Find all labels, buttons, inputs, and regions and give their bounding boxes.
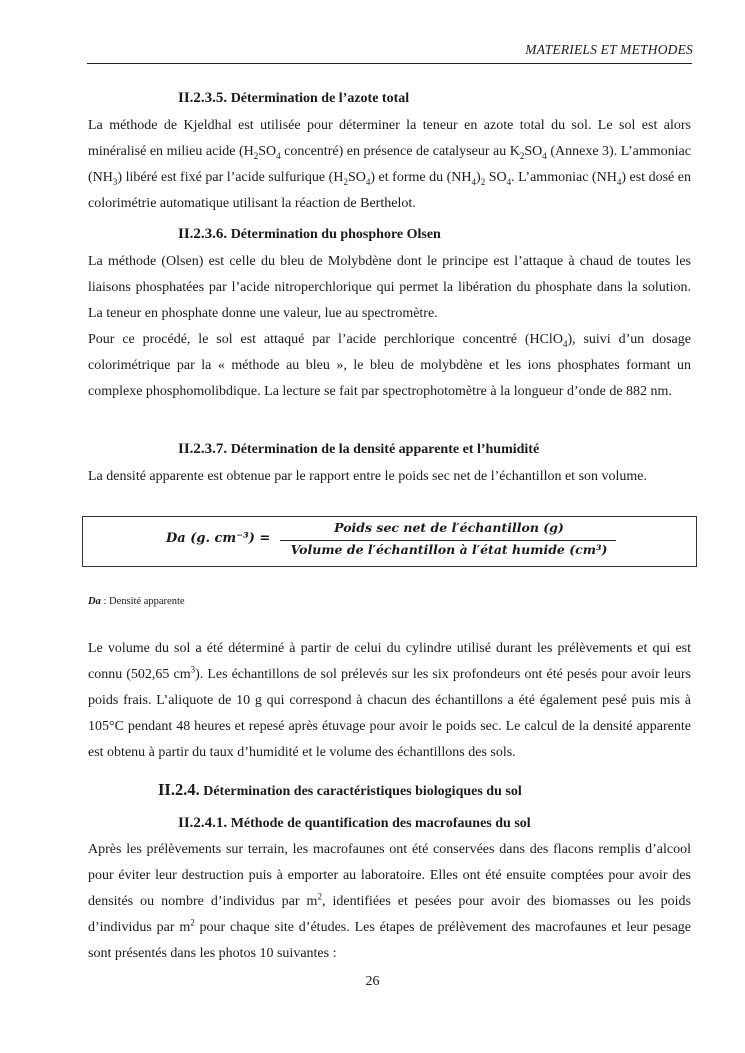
formula-lhs: Da (g. cm⁻³) = xyxy=(166,531,271,546)
section-heading-2-4 xyxy=(158,780,522,800)
header-rule xyxy=(87,63,692,64)
section-number: II.2.4. xyxy=(158,780,200,799)
paragraph-densite: La densité apparente est obtenue par le rapport entre le poids sec net de l’échantillon et son volume. xyxy=(88,469,648,484)
section-number: II.2.4.1. xyxy=(178,815,228,831)
section-number: II.2.3.7. xyxy=(178,441,228,457)
paragraph-olsen-1: La méthode (Olsen) est celle du bleu de Molybdène dont le principe est l’attaque à chaud de toutes les liaisons phosphatées par l’acide nitroperchlorique qui permet la libération du phosphate dans la solution. La teneur en phosphate donne une valeur, lue au spectromètre. xyxy=(88,254,691,321)
paragraph-volume: Le volume du sol a été déterminé à partir de celui du cylindre utilisé durant les prélèvements et qui est connu (502,65 $cm^3$). Les échantillons de sol prélevés sur les six profondeurs ont été pesés pour avoir leurs poids frais. L’aliquote de 10 g qui correspond à chacun des échantillons a été également pesé puis mis à 105°C pendant 48 heures et repesé après étuvage pour avoir le poids sec. Le calcul de la densité apparente est obtenu à partir du taux d’humidité et le volume des échantillons des sols. xyxy=(88,641,691,760)
section-title: Détermination des caractéristiques biologiques du sol xyxy=(203,784,522,799)
section-heading-2-4-1 xyxy=(178,815,531,832)
section-number: II.2.3.6. xyxy=(178,226,228,242)
section-heading-2-3-5 xyxy=(178,90,409,107)
paragraph-azote: La méthode de Kjeldhal est utilisée pour déterminer la teneur en azote total du sol. Le sol est alors minéralisé en milieu acide ($H_2SO_4$ concentré) en présence de catalyseur au $K_2SO_4$ (Annexe 3). L’ammoniac $(NH_3)$ libéré est fixé par l’acide sulfurique $(H_2SO_4)$ et forme du $(NH_4)_2$ $SO_4$. L’ammoniac $(NH_4)$ est dosé en colorimétrie automatique utilisant la réaction de Berthelot. xyxy=(88,118,692,211)
section-title: Détermination de la densité apparente et l’humidité xyxy=(230,442,540,457)
section-heading-2-3-6 xyxy=(178,226,441,243)
paragraph-macrofaunes: Après les prélèvements sur terrain, les macrofaunes ont été conservées dans des flacons remplis d’alcool pour éviter leur destruction puis à emporter au laboratoire. Elles ont été ensuite comptées pour avoir des densités ou nombre d’individus par $m^2$, identifiées et pesées pour avoir des biomasses ou les poids d’individus par $m^2$ pour chaque site d’études. Les étapes de prélèvement des macrofaunes et leur pesage sont présentés dans les photos 10 suivantes : xyxy=(88,842,691,961)
section-title: Méthode de quantification des macrofaunes du sol xyxy=(230,816,531,831)
formula-legend xyxy=(88,596,185,607)
formula-numerator: Poids sec net de l′échantillon (g) xyxy=(334,520,564,535)
legend-symbol: Da xyxy=(88,596,101,607)
section-number: II.2.3.5. xyxy=(178,90,228,106)
running-header: MATERIELS ET METHODES xyxy=(525,42,693,57)
section-title: Détermination du phosphore Olsen xyxy=(230,227,441,242)
page-number: 26 xyxy=(365,974,380,989)
legend-text: : Densité apparente xyxy=(100,596,185,607)
fraction-bar xyxy=(280,540,616,541)
section-title: Détermination de l’azote total xyxy=(230,91,410,106)
formula-denominator: Volume de l′échantillon à l′état humide (cm³) xyxy=(290,542,608,557)
paragraph-olsen-2: Pour ce procédé, le sol est attaqué par l’acide perchlorique concentré (HClO$_4$), suivi d’un dosage colorimétrique par la « méthode au bleu », le bleu de molybdène et les ions phosphates formant un complexe phosphomolibdique. La lecture se fait par spectrophotomètre à la longueur d’onde de 882 nm. xyxy=(88,332,691,399)
section-heading-2-3-7 xyxy=(178,441,539,458)
